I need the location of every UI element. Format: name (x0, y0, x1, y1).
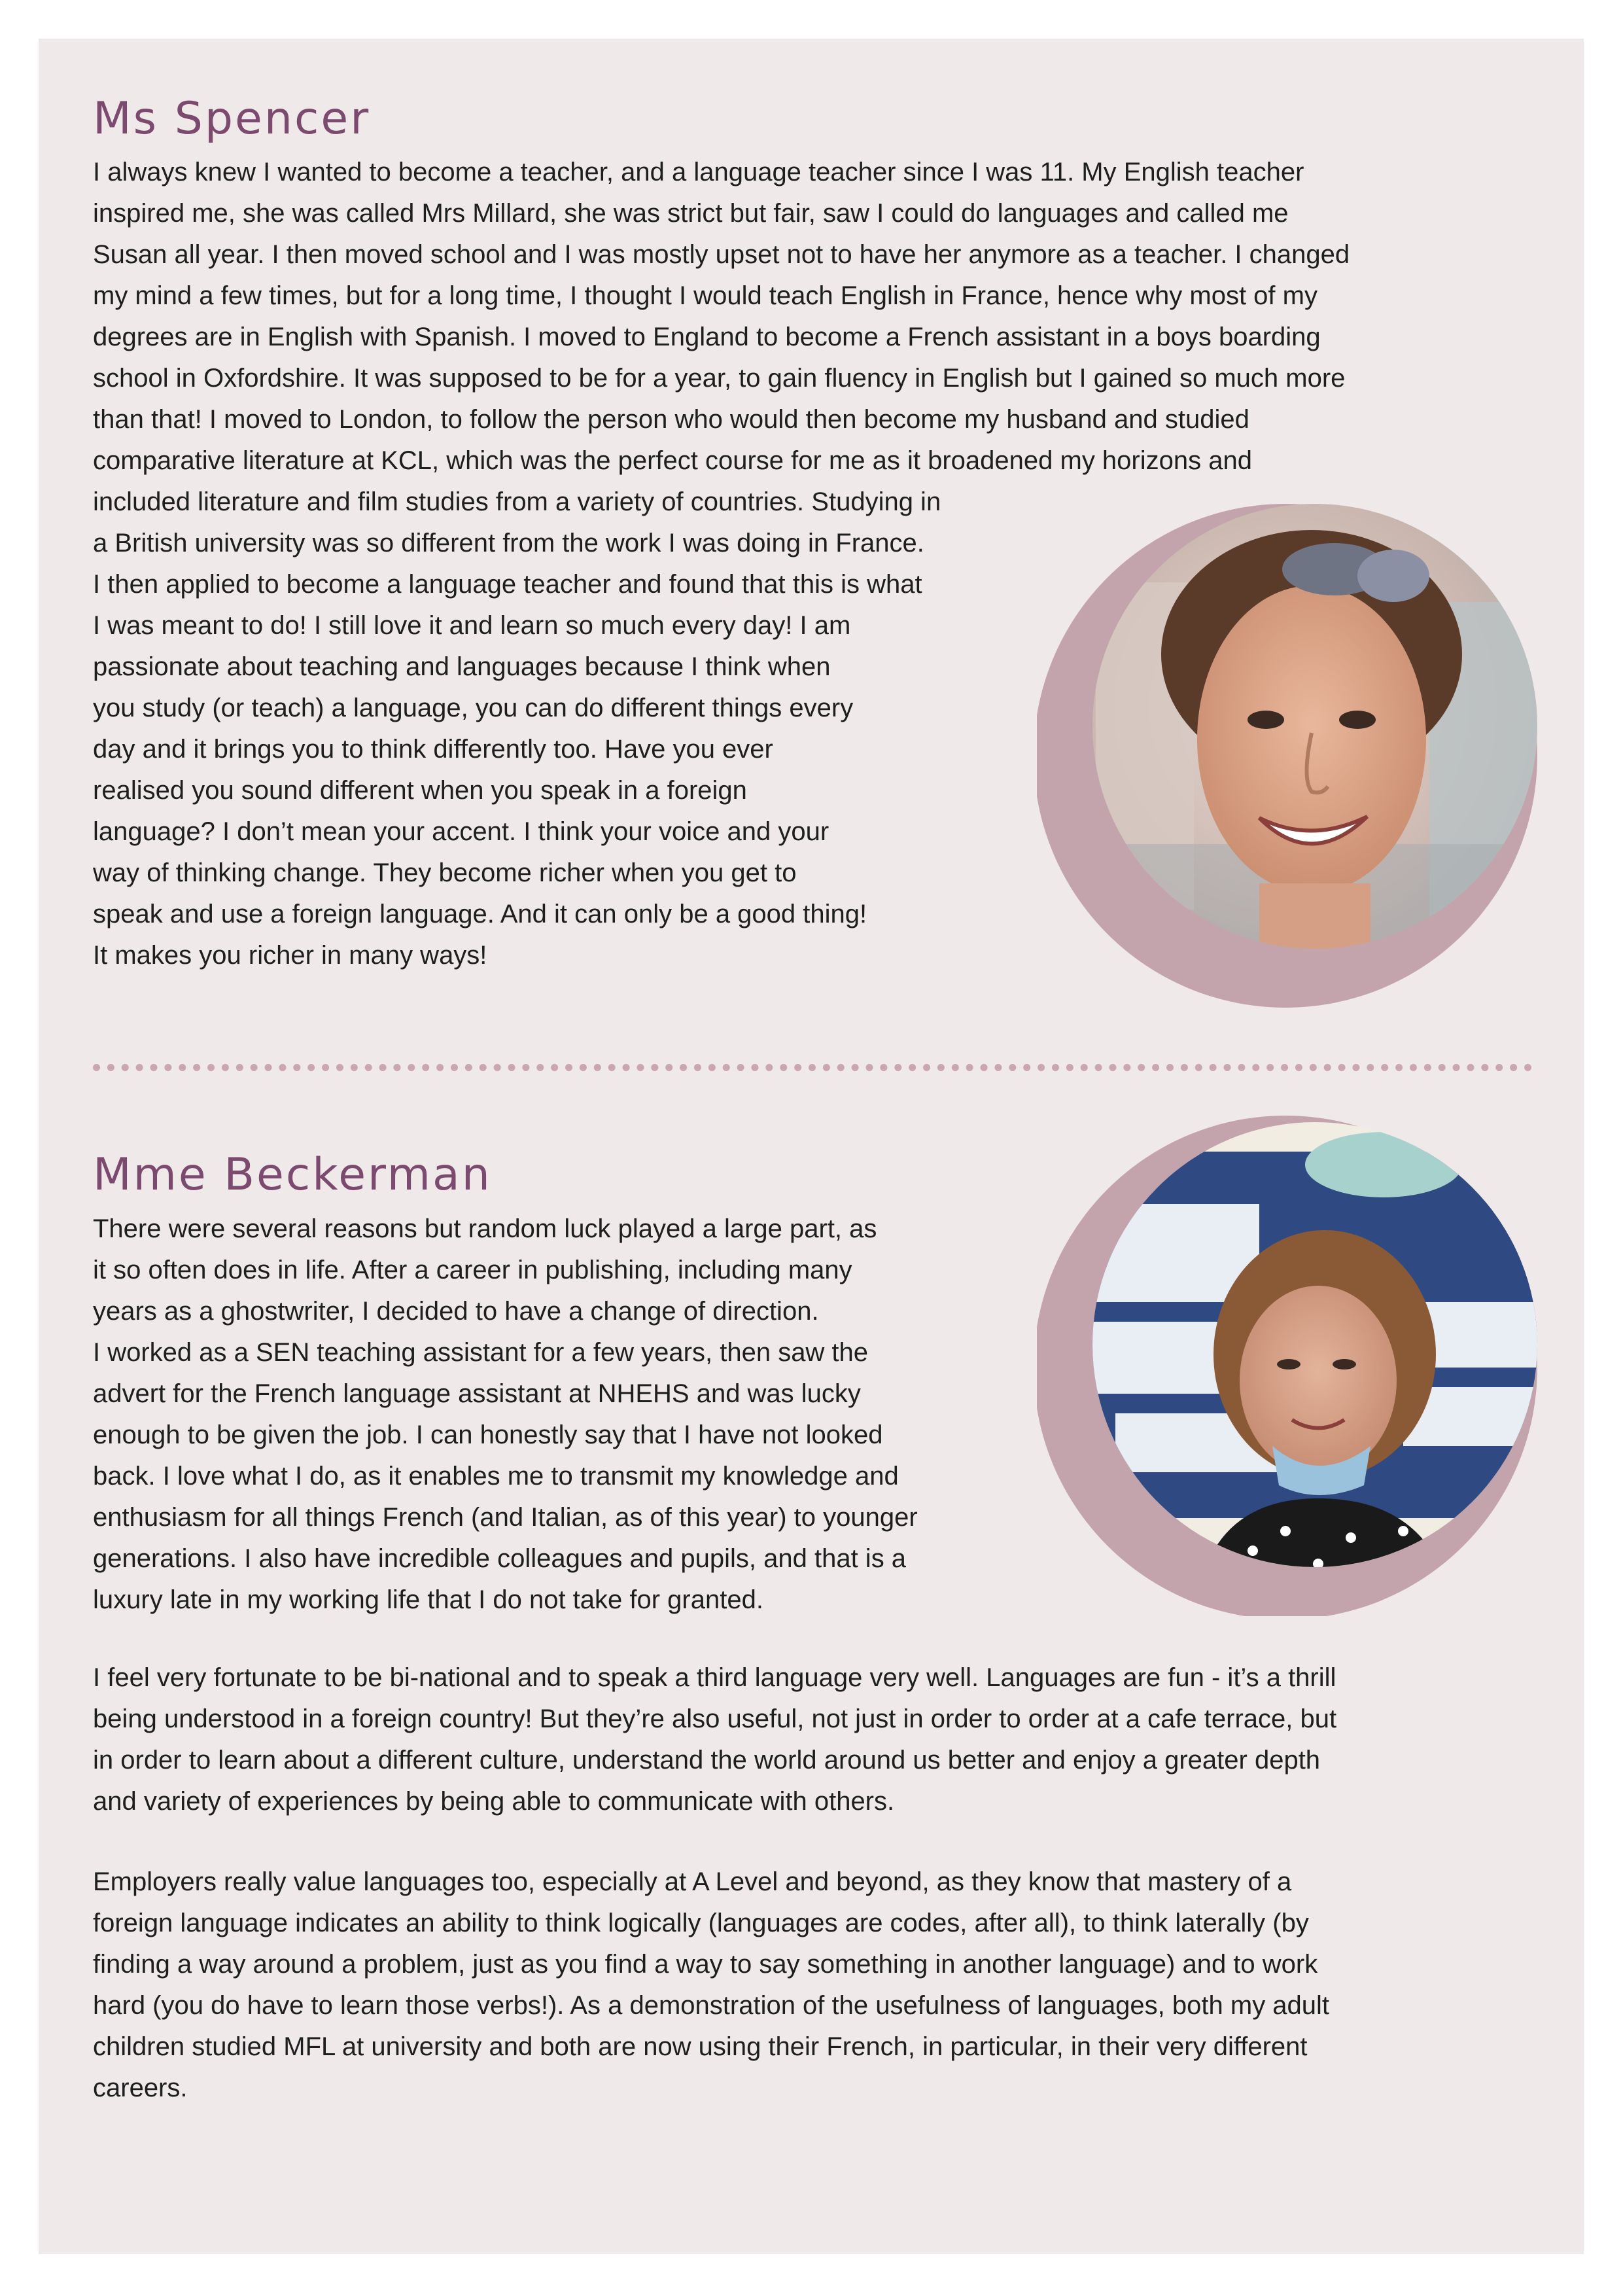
text-line: years as a ghostwriter, I decided to have a change of direction. (93, 1297, 819, 1326)
text-line: than that! I moved to London, to follow the person who would then become my husband and studied (93, 405, 1249, 434)
spencer-photo (1037, 504, 1541, 1014)
text-line: realised you sound different when you speak in a foreign (93, 776, 747, 805)
section-heading-spencer: Ms Spencer (93, 93, 371, 145)
text-line: a British university was so different from the work I was doing in France. (93, 529, 924, 557)
text-line: you study (or teach) a language, you can do different things every (93, 694, 854, 722)
text-line: way of thinking change. They become richer when you get to (93, 858, 797, 887)
text-line: and variety of experiences by being able to communicate with others. (93, 1787, 895, 1816)
section-heading-beckerman: Mme Beckerman (93, 1149, 492, 1201)
text-line: advert for the French language assistant at NHEHS and was lucky (93, 1379, 861, 1408)
section-divider (93, 1064, 1532, 1071)
text-line: I always knew I wanted to become a teacher, and a language teacher since I was 11. My English teacher (93, 158, 1304, 186)
text-line: luxury late in my working life that I do not take for granted. (93, 1585, 763, 1614)
beckerman-photo-graphic (1037, 1106, 1541, 1616)
text-line: I was meant to do! I still love it and learn so much every day! I am (93, 611, 851, 640)
text-line: foreign language indicates an ability to think logically (languages are codes, after all), to think laterally (by (93, 1909, 1309, 1937)
text-line: my mind a few times, but for a long time, I thought I would teach English in France, hence why most of my (93, 281, 1318, 310)
text-line: enthusiasm for all things French (and Italian, as of this year) to younger (93, 1503, 918, 1532)
text-line: enough to be given the job. I can honestly say that I have not looked (93, 1421, 883, 1449)
text-line: being understood in a foreign country! But they’re also useful, not just in order to order at a cafe terrace, but (93, 1704, 1337, 1733)
text-line: passionate about teaching and languages because I think when (93, 652, 831, 681)
text-line: children studied MFL at university and both are now using their French, in particular, in their very different (93, 2032, 1308, 2061)
text-line: comparative literature at KCL, which was the perfect course for me as it broadened my horizons and (93, 446, 1252, 475)
beckerman-text-1 (93, 1209, 918, 1621)
beckerman-text-3 (93, 1862, 1329, 2109)
beckerman-text-2 (93, 1657, 1336, 1822)
text-line: generations. I also have incredible colleagues and pupils, and that is a (93, 1544, 907, 1573)
text-line: hard (you do have to learn those verbs!). As a demonstration of the usefulness of languages, both my adult (93, 1991, 1330, 2020)
text-line: Susan all year. I then moved school and I was mostly upset not to have her anymore as a teacher. I changed (93, 240, 1350, 269)
spencer-photo-graphic (1037, 504, 1541, 1014)
text-line: included literature and film studies from a variety of countries. Studying in (93, 487, 941, 516)
text-line: It makes you richer in many ways! (93, 941, 487, 970)
text-line: careers. (93, 2074, 188, 2102)
text-line: day and it brings you to think differently too. Have you ever (93, 735, 773, 764)
text-line: in order to learn about a different culture, understand the world around us better and enjoy a greater depth (93, 1746, 1321, 1775)
text-line: school in Oxfordshire. It was supposed to be for a year, to gain fluency in English but I gained so much more (93, 364, 1346, 393)
text-line: it so often does in life. After a career in publishing, including many (93, 1256, 852, 1284)
beckerman-photo (1037, 1106, 1541, 1616)
text-line: finding a way around a problem, just as you find a way to say something in another language) and to work (93, 1950, 1318, 1979)
text-line: back. I love what I do, as it enables me to transmit my knowledge and (93, 1462, 899, 1491)
text-line: degrees are in English with Spanish. I moved to England to become a French assistant in a boys boarding (93, 323, 1321, 351)
text-line: I worked as a SEN teaching assistant for a few years, then saw the (93, 1338, 869, 1367)
text-line: Employers really value languages too, especially at A Level and beyond, as they know that mastery of a (93, 1867, 1292, 1896)
text-line: I then applied to become a language teacher and found that this is what (93, 570, 922, 599)
text-line: language? I don’t mean your accent. I think your voice and your (93, 817, 829, 846)
text-line: speak and use a foreign language. And it can only be a good thing! (93, 900, 867, 928)
text-line: I feel very fortunate to be bi-national and to speak a third language very well. Languages are fun - it’s a thrill (93, 1663, 1336, 1692)
text-line: There were several reasons but random luck played a large part, as (93, 1214, 877, 1243)
text-line: inspired me, she was called Mrs Millard, she was strict but fair, saw I could do languages and called me (93, 199, 1289, 228)
